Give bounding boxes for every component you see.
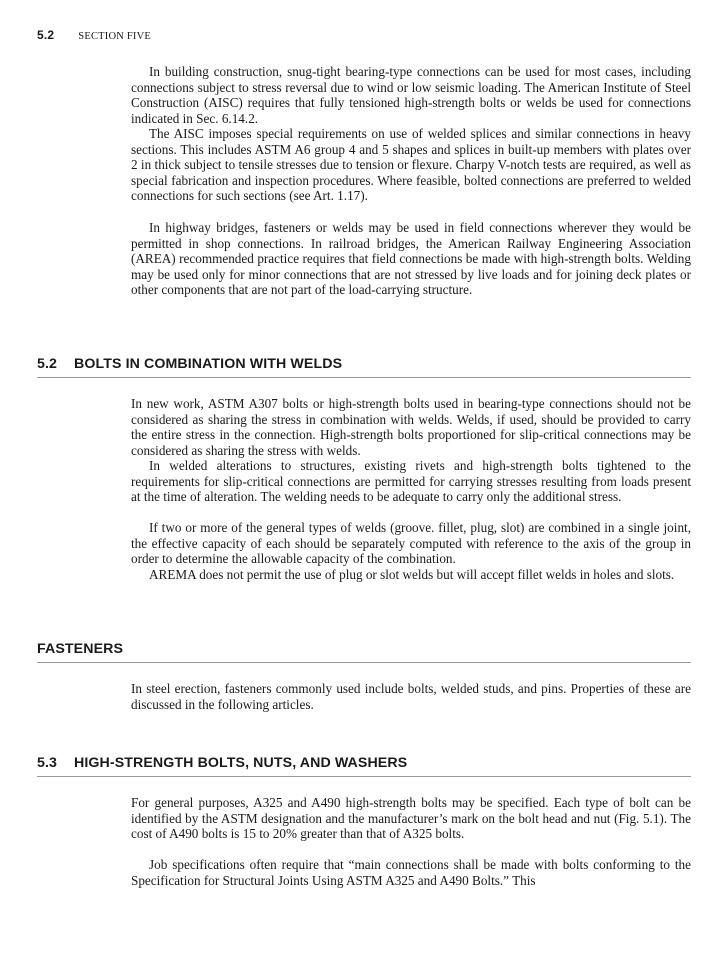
section-5-3-heading bbox=[37, 755, 691, 777]
fasteners-paragraph-1: In steel erection, fasteners commonly used include bolts, welded studs, and pins. Properties of these are discussed in the following articles. bbox=[131, 681, 691, 712]
section-5-3-paragraph-1: For general purposes, A325 and A490 high-strength bolts may be specified. Each type of bolt can be identified by the ASTM designation and the manufacturer’s mark on the bolt head and nut (Fig. 5.1). The cost of A490 bolts is 15 to 20% greater than that of A325 bolts. bbox=[131, 795, 691, 842]
section-5-2-paragraph-2: In welded alterations to structures, existing rivets and high-strength bolts tightened to the requirements for slip-critical connections are permitted for carrying stresses resulting from loads present at the time of alteration. The welding needs to be adequate to carry only the additional stress. bbox=[131, 458, 691, 505]
intro-paragraph-2: The AISC imposes special requirements on use of welded splices and similar connections in heavy sections. This includes ASTM A6 group 4 and 5 shapes and splices in built-up members with plates over 2 in thick subject to tensile stresses due to tension or flexure. Charpy V-notch tests are required, as well as special fabrication and inspection procedures. Where feasible, bolted connections are preferred to welded connections for such sections (see Art. 1.17). bbox=[131, 126, 691, 204]
part-title: FASTENERS bbox=[37, 641, 124, 657]
fasteners-heading bbox=[37, 641, 691, 663]
section-5-2-paragraph-1: In new work, ASTM A307 bolts or high-strength bolts used in bearing-type connections should not be considered as sharing the stress in combination with welds. Welds, if used, should be provided to carry the entire stress in the connection. High-strength bolts proportioned for slip-critical connections may be considered as sharing the stress with welds. bbox=[131, 396, 691, 458]
section-5-3-paragraph-2: Job specifications often require that “main connections shall be made with bolts conforming to the Specification for Structural Joints Using ASTM A325 and A490 Bolts.” This bbox=[131, 857, 691, 888]
section-title: HIGH-STRENGTH BOLTS, NUTS, AND WASHERS bbox=[74, 755, 408, 771]
intro-paragraph-1: In building construction, snug-tight bearing-type connections can be used for most cases, including connections subject to stress reversal due to wind or low seismic loading. The American Institute of Steel Construction (AISC) requires that fully tensioned high-strength bolts or welds be used for connections indicated in Sec. 6.14.2. bbox=[131, 64, 691, 126]
section-5-2-paragraph-4: AREMA does not permit the use of plug or slot welds but will accept fillet welds in holes and slots. bbox=[149, 567, 675, 582]
section-5-2-paragraph-3: If two or more of the general types of welds (groove. fillet, plug, slot) are combined in a single joint, the effective capacity of each should be separately computed with reference to the axis of the group in order to determine the allowable capacity of the combination. bbox=[131, 520, 691, 567]
section-5-2-heading bbox=[37, 356, 691, 378]
intro-paragraph-3: In highway bridges, fasteners or welds may be used in field connections wherever they would be permitted in shop connections. In railroad bridges, the American Railway Engineering Association (AREA) recommended practice requires that field connections be made with high-strength bolts. Welding may be used only for minor connections that are not stressed by live loads and for joining deck plates or other components that are not part of the load-carrying structure. bbox=[131, 220, 691, 298]
section-title: BOLTS IN COMBINATION WITH WELDS bbox=[74, 356, 343, 372]
running-head bbox=[37, 28, 151, 42]
section-running-title: SECTION FIVE bbox=[78, 31, 151, 42]
section-number: 5.2 bbox=[37, 356, 58, 372]
page-number: 5.2 bbox=[37, 28, 55, 42]
section-number: 5.3 bbox=[37, 755, 58, 771]
